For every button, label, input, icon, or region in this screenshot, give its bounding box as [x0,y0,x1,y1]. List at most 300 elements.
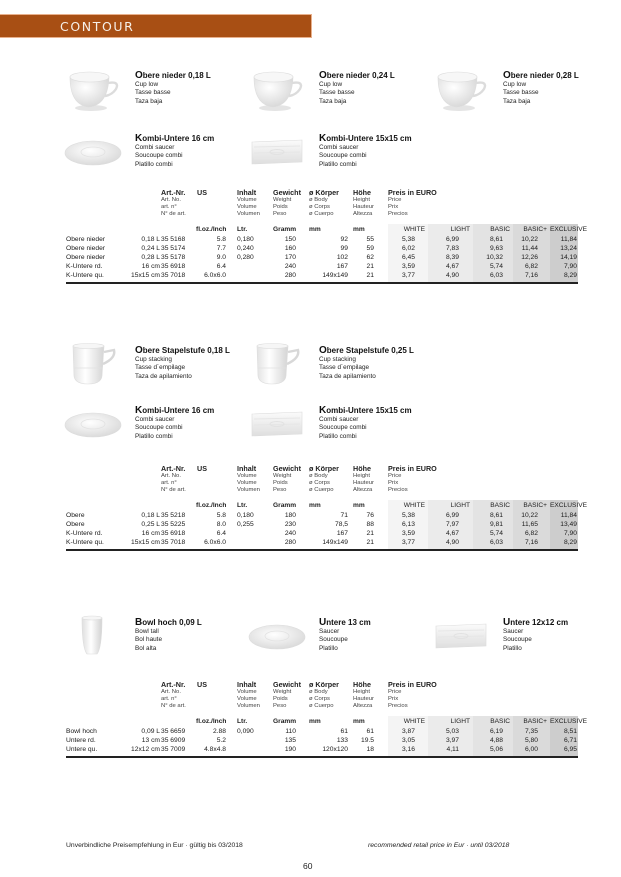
cell-article-number: 35 7018 [161,539,186,547]
cell-article-number: 35 7018 [161,272,186,280]
product-name-initial: O [503,70,511,81]
header-title: Art.-Nr. [161,188,186,197]
product-card [248,65,433,115]
cell-body-diameter: 120x120 [322,745,348,753]
cell-size: 0,28 L [141,253,160,261]
header-subtitle: Art. No. [161,473,181,479]
header-us [197,464,207,473]
product-card [432,612,617,662]
unit-label: BASIC+ [523,502,547,509]
header-subtitle: N° de art. [161,211,186,217]
header-subtitle: ø Body [309,689,328,695]
section-banner [0,14,312,38]
cell-price-white: 6,45 [401,253,415,261]
cell-size: 15x15 cm [131,272,160,280]
header-title: Gewicht [273,464,301,473]
header-subtitle: Height [353,473,371,479]
unit-label: EXCLUSIVE [550,718,588,725]
product-card [432,65,617,115]
product-translation: Tasse basse [503,89,539,97]
product-translation: Taza de apilamiento [135,372,192,380]
table-bottom-rule [66,549,578,551]
cell-item-name: Obere nieder [66,244,106,252]
product-name [319,70,395,81]
cell-height: 21 [366,263,374,271]
stacking-cup-image [64,340,122,388]
header-title: Höhe [353,680,371,689]
product-name-rest: ombi-Untere 15x15 cm [326,406,412,415]
page-number: 60 [303,861,313,871]
header-subtitle: Altezza [353,703,373,709]
cell-article-number: 35 7009 [161,745,186,753]
cell-size: 0,18 L [141,511,160,519]
product-card [64,340,249,390]
header-subtitle: Art. No. [161,197,181,203]
product-card [64,128,249,178]
cell-weight: 170 [284,253,296,261]
cell-item-name: Obere nieder [66,253,106,261]
cell-height: 61 [366,727,374,735]
header-subtitle: ø Corps [309,696,330,702]
unit-label: mm [353,502,365,509]
cell-price-basic-plus: 10,22 [521,235,538,243]
cell-item-name: K-Untere rd. [66,529,103,537]
cell-price-light: 8,39 [445,253,459,261]
header-subtitle: ø Cuerpo [309,487,334,493]
header-subtitle: Volume [237,480,257,486]
header-koerper [309,464,339,494]
product-translation: Soucoupe combi [135,424,183,432]
product-name [319,133,412,144]
unit-label: LIGHT [450,502,470,509]
cell-price-white: 3,16 [401,745,415,753]
table-header [66,188,578,224]
cell-body-diameter: 71 [340,511,348,519]
cell-price-exclusive: 8,51 [563,727,577,735]
product-name-rest: bere Stapelstufe 0,18 L [142,346,230,355]
header-subtitle: Prix [388,204,399,210]
unit-label: BASIC [490,226,510,233]
table-row [66,253,578,262]
header-subtitle: Prix [388,696,399,702]
cell-article-number: 35 6918 [161,529,186,537]
cell-article-number: 35 5225 [161,520,186,528]
table-bottom-rule [66,282,578,284]
unit-label: fl.oz./Inch [196,718,227,725]
cell-height: 88 [366,520,374,528]
product-translation: Tasse d´empilage [135,364,186,372]
header-title: ø Körper [309,188,339,197]
product-card [248,400,433,450]
header-subtitle: N° de art. [161,703,186,709]
cell-us-size: 6.4 [216,529,226,537]
product-translation: Taza baja [135,97,163,105]
round-saucer-image [64,400,122,448]
product-translation: Taza baja [319,97,347,105]
product-card [64,612,249,662]
cell-price-white: 3,59 [401,263,415,271]
cell-body-diameter: 99 [340,244,348,252]
cell-size: 0,18 L [141,235,160,243]
cell-us-size: 2.88 [212,727,226,735]
product-translation: Combi saucer [135,416,175,423]
header-subtitle: Price [388,689,402,695]
cell-height: 21 [366,529,374,537]
product-translation: Platillo combi [319,432,357,440]
product-translation: Combi saucer [319,416,359,423]
cell-price-exclusive: 7,90 [563,529,577,537]
stacking-cup-image [248,340,306,388]
table-row [66,529,578,538]
cup-low-image [248,65,306,113]
header-subtitle: Altezza [353,487,373,493]
product-table [66,464,588,548]
header-subtitle: Prix [388,480,399,486]
header-title: Höhe [353,188,371,197]
product-name [503,70,579,81]
cell-size: 12x12 cm [131,745,160,753]
product-name-initial: O [135,70,143,81]
table-row [66,235,578,244]
header-subtitle: Weight [273,689,292,695]
cell-price-basic-plus: 7,16 [524,539,538,547]
header-subtitle: ø Body [309,197,328,203]
cell-body-diameter: 102 [336,253,348,261]
header-hoehe [353,680,374,710]
header-subtitle: Volumen [237,211,260,217]
product-translation: Platillo combi [135,160,173,168]
table-row [66,511,578,520]
cell-price-exclusive: 13,24 [560,244,577,252]
header-subtitle: Precios [388,487,408,493]
cell-body-diameter: 149x149 [322,539,348,547]
cell-us-size: 6.4 [216,263,226,271]
header-title: Gewicht [273,188,301,197]
product-translation: Cup low [135,81,159,88]
table-row [66,520,578,529]
cell-volume: 0,180 [237,511,254,519]
product-name-initial: K [135,405,143,416]
unit-label: Gramm [273,226,297,233]
round-saucer-image [248,612,306,660]
header-title: Inhalt [237,188,257,197]
product-name [135,345,230,356]
header-title: Gewicht [273,680,301,689]
cell-item-name: K-Untere rd. [66,263,103,271]
product-name-rest: bere Stapelstufe 0,25 L [326,346,414,355]
table-row [66,263,578,272]
cell-article-number: 35 6909 [161,736,186,744]
product-text [319,405,412,441]
unit-label: Ltr. [237,502,248,509]
cell-price-basic: 6,03 [489,272,503,280]
cell-price-white: 3,59 [401,529,415,537]
cell-price-white: 5,38 [401,235,415,243]
table-header [66,680,578,716]
product-translation: Saucer [319,628,340,635]
cell-price-exclusive: 11,84 [560,235,577,243]
table-row [66,745,578,754]
cell-price-basic-plus: 5,80 [524,736,538,744]
product-name [319,345,414,356]
header-subtitle: Peso [273,211,287,217]
cell-size: 16 cm [141,529,160,537]
product-text [503,70,579,106]
table-units-row [66,224,588,235]
header-subtitle: art. n° [161,696,177,702]
product-name-initial: K [135,133,143,144]
unit-label: mm [353,718,365,725]
cell-price-basic: 8,61 [489,235,503,243]
cell-article-number: 35 5178 [161,253,186,261]
table-row [66,244,578,253]
header-subtitle: Poids [273,696,288,702]
cell-price-basic-plus: 10,22 [521,511,538,519]
cell-volume: 0,090 [237,727,254,735]
product-name-rest: bere nieder 0,18 L [142,71,211,80]
cell-price-exclusive: 8,29 [563,272,577,280]
cell-body-diameter: 167 [336,263,348,271]
cell-price-light: 6,99 [445,235,459,243]
cell-price-white: 3,77 [401,539,415,547]
product-name-initial: O [135,345,143,356]
header-title: ø Körper [309,680,339,689]
cell-item-name: Obere [66,511,85,519]
cell-article-number: 35 6918 [161,263,186,271]
header-subtitle: Precios [388,211,408,217]
header-subtitle: Weight [273,473,292,479]
cell-price-basic-plus: 7,35 [524,727,538,735]
cell-us-size: 6.0x6.0 [204,272,226,280]
header-us [197,680,207,689]
header-subtitle: ø Body [309,473,328,479]
product-translation: Cup stacking [319,356,356,363]
table-units-row [66,716,588,727]
cell-price-basic-plus: 11,44 [521,244,538,252]
cell-volume: 0,280 [237,253,254,261]
cell-height: 76 [366,511,374,519]
cell-us-size: 7.7 [216,244,226,252]
cell-item-name: K-Untere qu. [66,272,104,280]
header-subtitle: art. n° [161,204,177,210]
product-translation: Combi saucer [319,144,359,151]
cell-article-number: 35 5218 [161,511,186,519]
cell-height: 18 [366,745,374,753]
product-table [66,680,588,755]
cell-article-number: 35 5174 [161,244,186,252]
header-subtitle: Volume [237,689,257,695]
header-koerper [309,680,339,710]
product-name [503,617,568,628]
cell-size: 0,25 L [141,520,160,528]
unit-label: Ltr. [237,226,248,233]
cell-price-light: 3,97 [445,736,459,744]
header-title: US [197,188,207,197]
product-translation: Taza baja [503,97,531,105]
product-table [66,188,588,281]
header-subtitle: Precios [388,703,408,709]
product-name-rest: ombi-Untere 16 cm [142,134,215,143]
cell-body-diameter: 149x149 [322,272,348,280]
header-koerper [309,188,339,218]
unit-label: LIGHT [450,718,470,725]
product-name-initial: U [319,617,327,628]
cell-us-size: 9.0 [216,253,226,261]
cell-price-basic: 5,74 [489,263,503,271]
cell-price-light: 5,03 [445,727,459,735]
cell-size: 0,09 L [141,727,160,735]
cell-us-size: 4.8x4.8 [204,745,226,753]
product-translation: Soucoupe [503,636,532,644]
header-subtitle: Hauteur [353,696,374,702]
header-subtitle: Peso [273,703,287,709]
cell-volume: 0,255 [237,520,254,528]
product-translation: Cup stacking [135,356,172,363]
product-translation: Platillo combi [135,432,173,440]
cell-price-exclusive: 13,49 [560,520,577,528]
unit-label: BASIC+ [523,226,547,233]
cell-body-diameter: 133 [336,736,348,744]
cell-item-name: Untere rd. [66,736,96,744]
product-name [135,70,211,81]
product-name-initial: O [319,345,327,356]
unit-label: WHITE [403,502,425,509]
product-name [319,405,412,416]
header-art [161,188,186,218]
cell-weight: 180 [284,511,296,519]
cell-height: 21 [366,272,374,280]
cell-body-diameter: 167 [336,529,348,537]
header-subtitle: Altezza [353,211,373,217]
product-name [135,617,202,628]
header-art [161,680,186,710]
cell-price-basic-plus: 7,16 [524,272,538,280]
header-subtitle: Art. No. [161,689,181,695]
cell-price-basic-plus: 12,26 [521,253,538,261]
cell-height: 19.5 [360,736,374,744]
cell-item-name: Untere qu. [66,745,98,753]
product-text [319,345,414,381]
header-art [161,464,186,494]
header-subtitle: ø Corps [309,480,330,486]
header-hoehe [353,188,374,218]
product-name [319,617,371,628]
header-subtitle: Volume [237,204,257,210]
product-name-initial: U [503,617,511,628]
cell-us-size: 5.8 [216,235,226,243]
product-translation: Saucer [503,628,524,635]
cell-price-basic: 5,74 [489,529,503,537]
product-translation: Soucoupe combi [135,152,183,160]
product-name-rest: ombi-Untere 16 cm [142,406,215,415]
cell-price-basic: 9,81 [489,520,503,528]
product-translation: Platillo combi [319,160,357,168]
cell-price-exclusive: 6,71 [563,736,577,744]
cell-price-white: 6,02 [401,244,415,252]
header-subtitle: N° de art. [161,487,186,493]
cell-price-light: 7,97 [445,520,459,528]
cell-weight: 160 [284,244,296,252]
cell-price-exclusive: 8,29 [563,539,577,547]
product-translation: Platillo [503,644,522,652]
cell-weight: 190 [284,745,296,753]
product-translation: Tasse d´empilage [319,364,370,372]
cell-price-basic: 10,32 [486,253,503,261]
cell-body-diameter: 92 [340,235,348,243]
cell-weight: 280 [284,539,296,547]
table-header [66,464,578,500]
header-subtitle: Poids [273,480,288,486]
product-translation: Soucoupe combi [319,424,367,432]
cell-price-white: 6,13 [401,520,415,528]
cell-item-name: K-Untere qu. [66,539,104,547]
header-subtitle: Height [353,689,371,695]
product-card [64,400,249,450]
cell-weight: 135 [284,736,296,744]
header-title: Preis in EURO [388,188,437,197]
cell-weight: 240 [284,263,296,271]
header-subtitle: Volume [237,197,257,203]
product-name-rest: ombi-Untere 15x15 cm [326,134,412,143]
header-subtitle: Volumen [237,487,260,493]
product-translation: Bowl tall [135,628,159,635]
cell-volume: 0,240 [237,244,254,252]
header-title: ø Körper [309,464,339,473]
cell-height: 59 [366,244,374,252]
footer-price-note-de: Unverbindliche Preisempfehlung in Eur · gültig bis 03/2018 [66,842,243,849]
unit-label: WHITE [403,226,425,233]
header-subtitle: art. n° [161,480,177,486]
product-name-initial: K [319,133,327,144]
product-name-rest: owl hoch 0,09 L [142,618,202,627]
product-text [319,133,412,169]
cell-size: 13 cm [141,736,160,744]
header-title: Inhalt [237,680,257,689]
header-subtitle: Price [388,473,402,479]
cell-price-basic: 8,61 [489,511,503,519]
cell-weight: 150 [284,235,296,243]
cell-size: 15x15 cm [131,539,160,547]
product-text [135,617,202,653]
unit-label: WHITE [403,718,425,725]
header-subtitle: ø Corps [309,204,330,210]
table-row [66,272,578,281]
header-subtitle: Hauteur [353,480,374,486]
product-name [135,405,214,416]
product-name-initial: K [319,405,327,416]
unit-label: Gramm [273,502,297,509]
product-text [319,617,371,653]
round-saucer-image [64,128,122,176]
product-translation: Bol haute [135,636,163,644]
cell-height: 62 [366,253,374,261]
product-name-rest: ntere 13 cm [326,618,371,627]
unit-label: BASIC+ [523,718,547,725]
product-translation: Soucoupe [319,636,348,644]
cell-weight: 280 [284,272,296,280]
table-row [66,727,578,736]
header-preis [388,188,437,218]
product-translation: Soucoupe combi [319,152,367,160]
unit-label: EXCLUSIVE [550,226,588,233]
header-subtitle: Peso [273,487,287,493]
cell-price-white: 3,05 [401,736,415,744]
cell-price-white: 3,87 [401,727,415,735]
header-title: Art.-Nr. [161,680,186,689]
table-units-row [66,500,588,511]
header-subtitle: Weight [273,197,292,203]
cell-price-light: 4,67 [445,529,459,537]
